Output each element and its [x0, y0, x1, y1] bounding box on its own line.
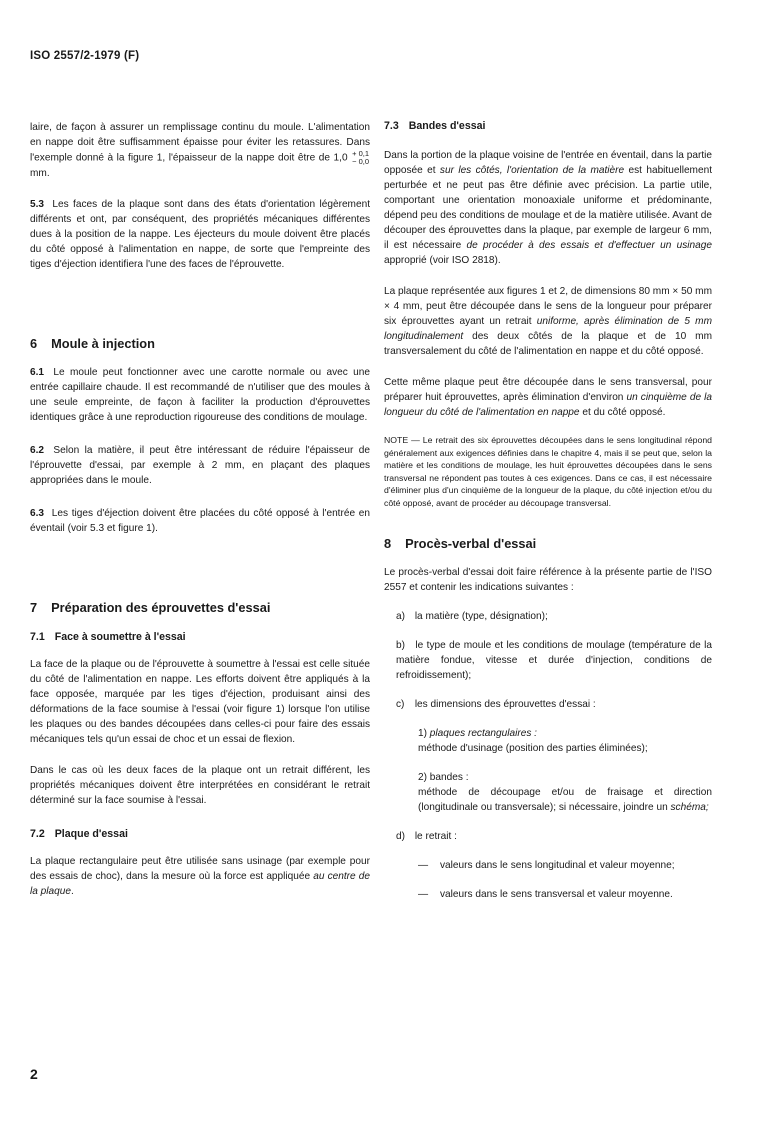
left-column [30, 120, 370, 899]
list-item-c: c) les dimensions des éprouvettes d'essai : [396, 698, 596, 710]
paragraph-7-1-b: Dans le cas où les deux faces de la plaque ont un retrait différent, les propriétés mécaniques doivent être interprétées en considérant le retrait déterminé sur la face soumise à l'essai. [30, 765, 370, 806]
paragraph-7-1-a: La face de la plaque ou de l'éprouvette à soumettre à l'essai est celle située du côté de l'alimentation en nappe. Les efforts doivent être appliqués à la face opposée, marquée par les tiges d'éjection, produisant ainsi des déformations de la face soumise à l'essai (voir figure 1) lorsque l'on utilise les plaques ou des bandes découpées dans celles-ci pour faire des essais mécaniques tels qu'un essai de choc et un essai de flexion. [30, 659, 370, 745]
clause-6-1: 6.1 Le moule peut fonctionner avec une carotte normale ou avec une entrée capillaire chaude. Il est recommandé de n'utiliser que des moules à une seule empreinte, de façon à faciliter la production d'éprouvettes identiques grâce à une reproduction rigoureuse des conditions de moulage. [30, 367, 370, 423]
paragraph-7-3-a: Dans la portion de la plaque voisine de l'entrée en éventail, dans la partie opposée et sur les côtés, l'orientation de la matière est habituellement perturbée et ne peut pas être définie avec précision. La partie utile, comportant une orientation monoaxiale uniforme et prédominante, dépend peu des conditions de moulage et de la matière utilisée. Avant de découper des éprouvettes dans la plaque, par exemple de largeur 6 mm, il est nécessaire de procéder à des essais et d'effectuer un usinage approprié (voir ISO 2818). [384, 150, 712, 266]
section-6-heading: 6 Moule à injection [30, 336, 155, 351]
subsection-7-2-heading: 7.2 Plaque d'essai [30, 828, 128, 840]
list-item-d-2: — valeurs dans le sens transversal et valeur moyenne. [418, 888, 673, 900]
list-item-c1: 1) plaques rectangulaires : méthode d'usinage (position des parties éliminées); [418, 727, 648, 754]
list-item-d-1: — valeurs dans le sens longitudinal et valeur moyenne; [418, 859, 675, 871]
right-column [384, 120, 712, 902]
list-item-c2: 2) bandes : méthode de découpage et/ou de fraisage et direction (longitudinale ou transversale); si nécessaire, joindre un schéma; [418, 771, 712, 813]
clause-6-3: 6.3 Les tiges d'éjection doivent être placées du côté opposé à l'entrée en éventail (voir 5.3 et figure 1). [30, 508, 370, 534]
subsection-7-3-heading: 7.3 Bandes d'essai [384, 120, 486, 132]
subsection-7-1-heading: 7.1 Face à soumettre à l'essai [30, 631, 186, 643]
paragraph-7-3-c: Cette même plaque peut être découpée dans le sens transversal, pour préparer huit éprouvettes, après élimination d'environ un cinquième de la longueur du côté de l'alimentation en nappe et du côté opposé. [384, 377, 712, 418]
section-7-heading: 7 Préparation des éprouvettes d'essai [30, 600, 271, 615]
paragraph-8-intro: Le procès-verbal d'essai doit faire référence à la présente partie de l'ISO 2557 et contenir les indications suivantes : [384, 566, 712, 593]
clause-6-2: 6.2 Selon la matière, il peut être intéressant de réduire l'épaisseur de l'éprouvette d'essai, par exemple à 2 mm, en plaçant des plaques appropriées dans le moule. [30, 445, 370, 486]
list-item-d: d) le retrait : [396, 830, 457, 842]
note: NOTE — Le retrait des six éprouvettes découpées dans le sens longitudinal répond généralement aux exigences définies dans le chapitre 4, mais il se peut que, selon la matière et les conditions de moulage, les huit éprouvettes découpées dans le sens transversal ne répondent pas toutes à ces exigences. Dans ce cas, il est nécessaire d'éliminer plus d'un cinquième de la longueur de la plaque, du côté injection et/ou du côté opposé, avant de procéder au découpage transversal. [384, 435, 712, 508]
document-header: ISO 2557/2-1979 (F) [30, 50, 140, 62]
clause-number: 5.3 [30, 199, 45, 210]
paragraph-7-3-b: La plaque représentée aux figures 1 et 2, de dimensions 80 mm × 50 mm × 4 mm, peut être découpée dans le sens de la longueur pour préparer six éprouvettes ayant un retrait uniforme, après élimination de 5 mm longitudinalement des deux côtés de la plaque et de 10 mm transversalement du côté de l'alimentation en nappe et du côté opposé. [384, 286, 712, 357]
page-number: 2 [30, 1066, 38, 1082]
section-8-heading: 8 Procès-verbal d'essai [384, 535, 537, 551]
paragraph-7-2: La plaque rectangulaire peut être utilisée sans usinage (par exemple pour des essais de choc), dans la mesure où la force est appliquée au centre de la plaque. [30, 856, 370, 897]
tolerance: + 0,1 − 0,0 [352, 149, 369, 166]
clause-5-3: 5.3 Les faces de la plaque sont dans des états d'orientation légèrement différents et ont, par conséquent, des propriétés mécaniques différentes dues à la position de la nappe. Les éjecteurs du moule doivent être placés du côté opposé à l'alimentation en nappe, de sorte que l'empreinte des tiges d'éjection identifiera l'une des faces de l'éprouvette. [30, 199, 370, 270]
list-item-a: a) la matière (type, désignation); [396, 610, 548, 622]
list-item-b: b) le type de moule et les conditions de moulage (température de la matière fondue, vitesse et durée d'injection, conditions de refroidissement); [396, 639, 712, 681]
paragraph-continuation: laire, de façon à assurer un remplissage continu du moule. L'alimentation en nappe doit être suffisamment épaisse pour éviter les retassures. Dans l'exemple donné à la figure 1, l'épaisseur de la nappe doit être de 1,0 + 0,1 − 0,0 mm. [30, 122, 370, 179]
